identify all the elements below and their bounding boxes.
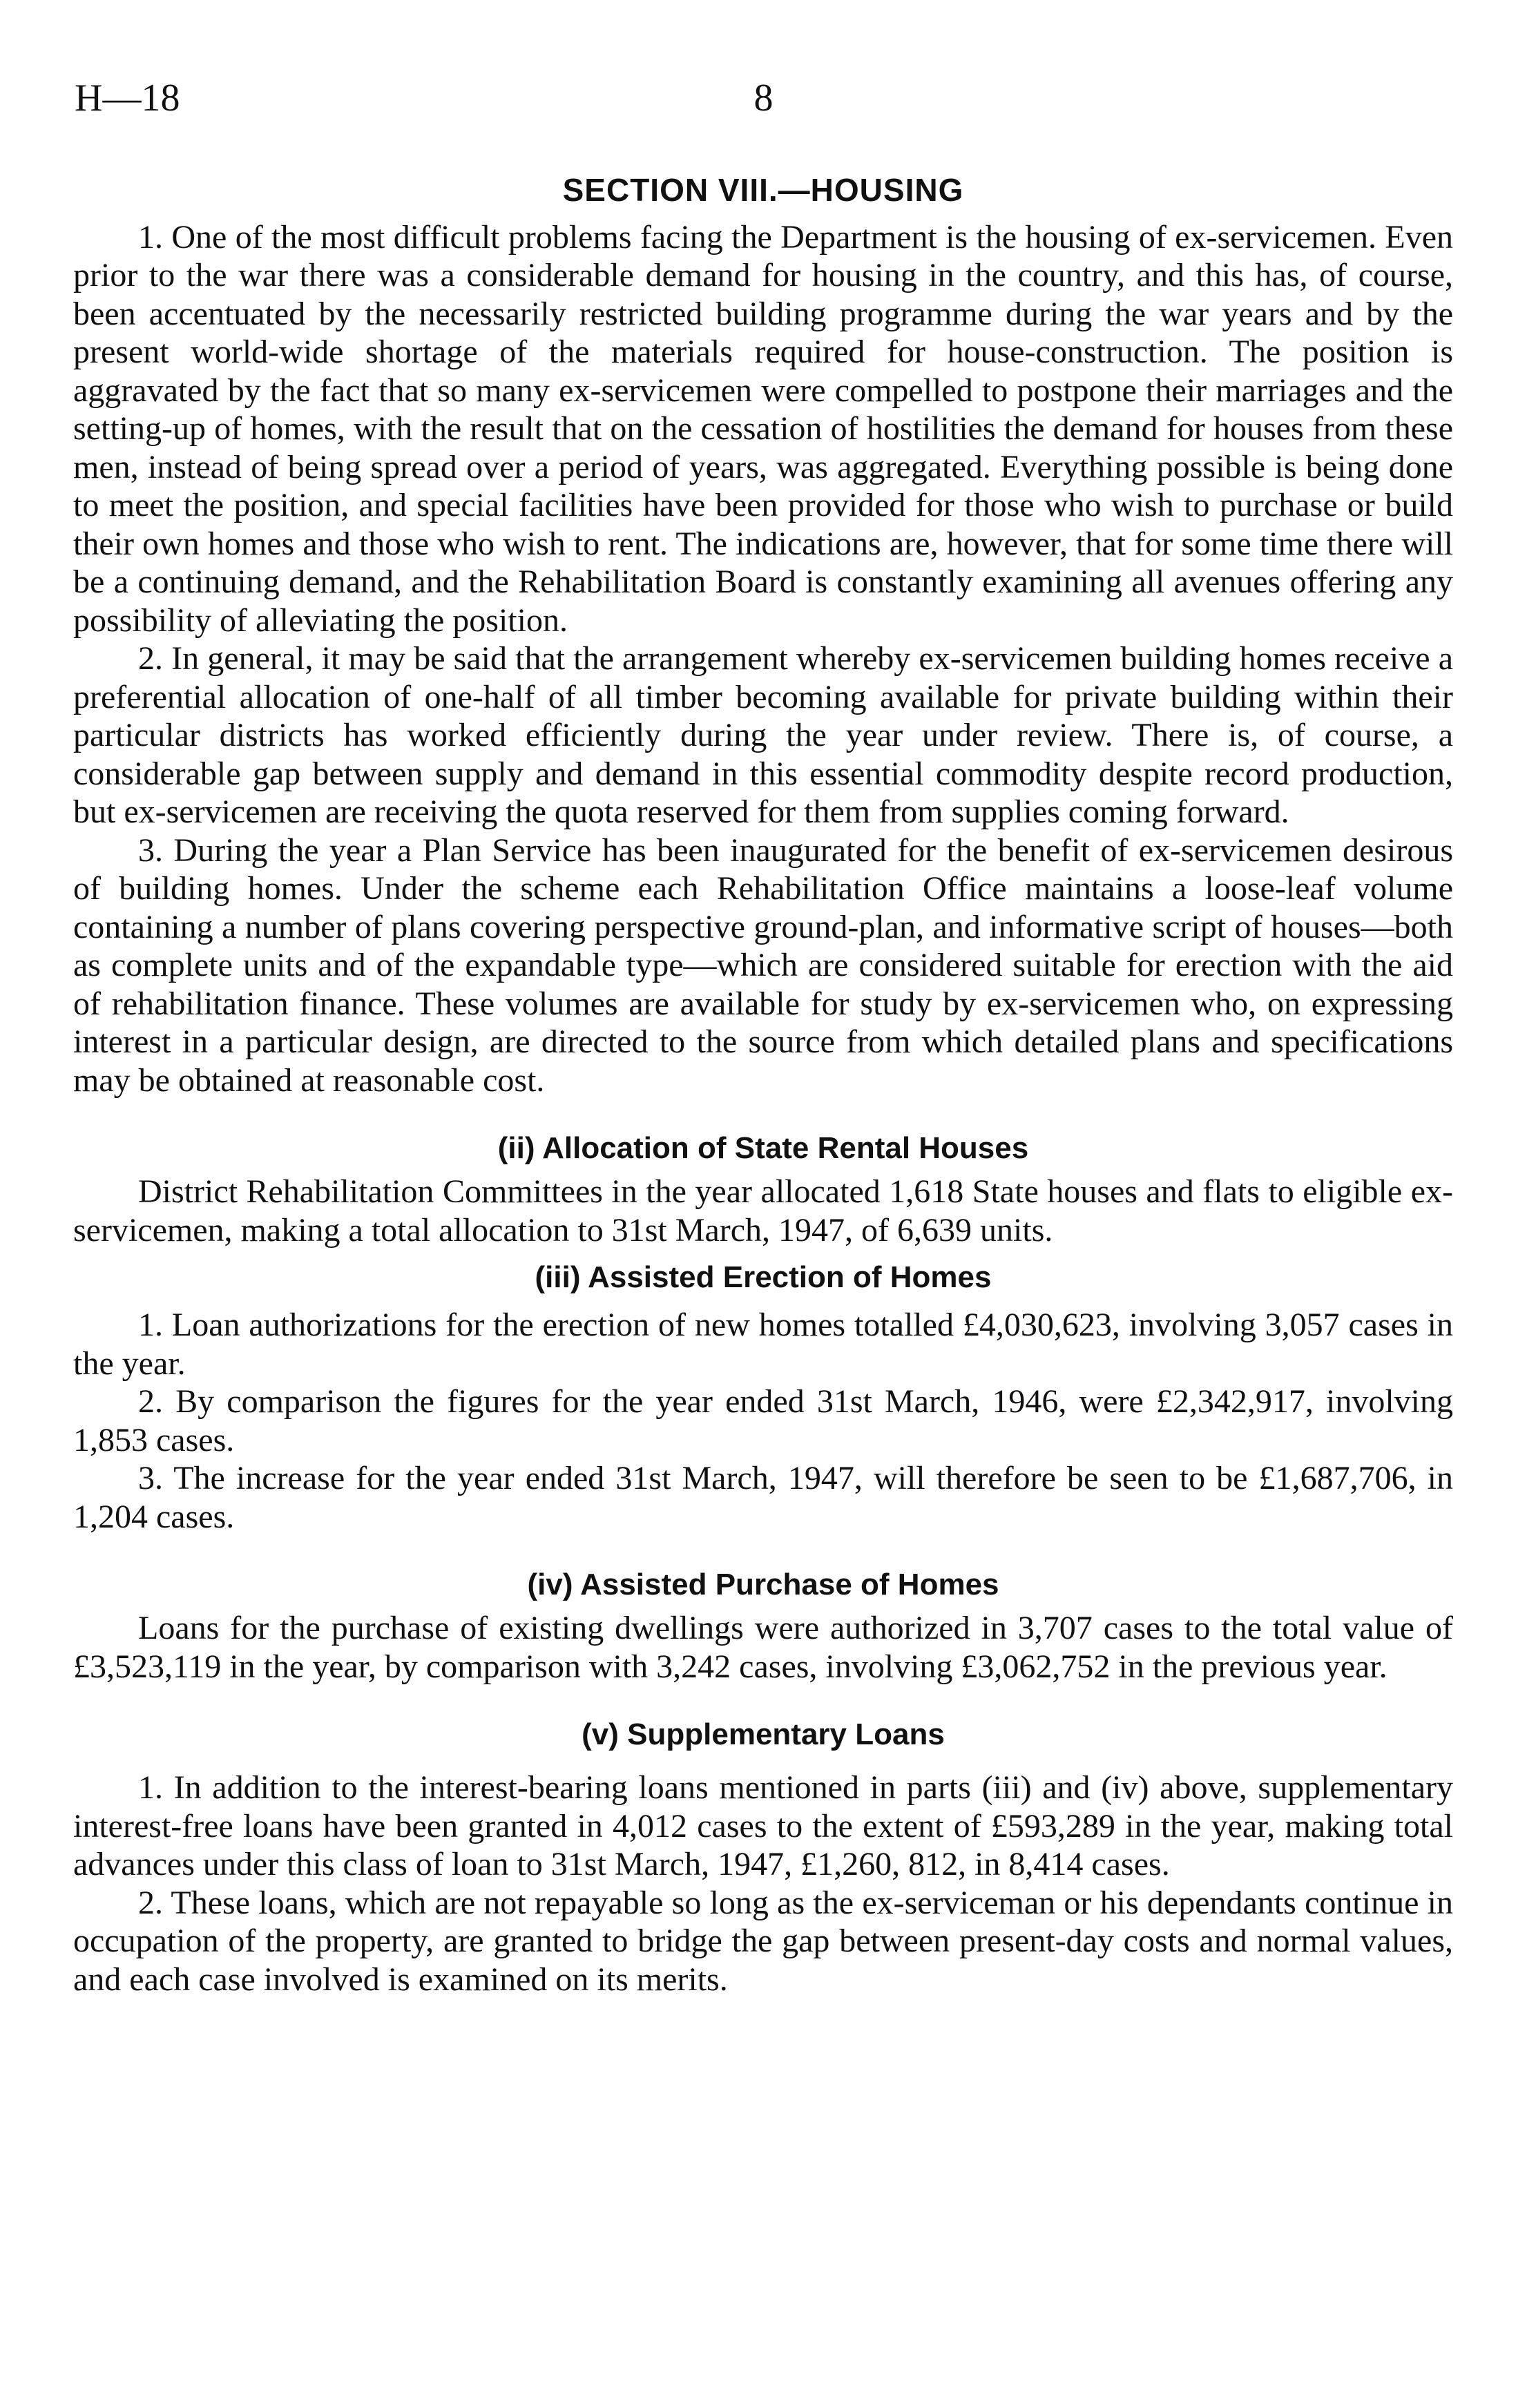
subsection-paragraph: 2. These loans, which are not repayable so long as the ex-serviceman or his dependants continue in occupation of the property, are granted to bridge the gap between present-day costs and normal values, and each case involved is examined on its merits. [73,1884,1453,1998]
subsection-supplementary-loans [73,1711,1453,1998]
subsection-heading: (iv) Assisted Purchase of Homes [527,1568,999,1601]
housing-paragraph-1: 1. One of the most difficult problems facing the Department is the housing of ex-servicemen. Even prior to the war there was a considerable demand for housing in the country, and this has, of course, been accentuated by the necessarily restricted building programme during the war years and by the present world-wide shortage of the materials required for house-construction. The position is aggravated by the fact that so many ex-servicemen were compelled to postpone their marriages and the setting-up of homes, with the result that on the cessation of hostilities the demand for houses from these men, instead of being spread over a period of years, was aggregated. Everything possible is being done to meet the position, and special facilities have been provided for those who wish to purchase or build their own homes and those who wish to rent. The indications are, however, that for some time there will be a continuing demand, and the Rehabilitation Board is constantly examining all avenues offering any possibility of alleviating the position. [73,218,1453,639]
subsection-paragraph: Loans for the purchase of existing dwellings were authorized in 3,707 cases to the total value of £3,523,119 in the year, by comparison with 3,242 cases, involving £3,062,752 in the previous year. [73,1610,1453,1685]
subsection-heading: (ii) Allocation of State Rental Houses [497,1131,1029,1165]
subsection-state-rental-houses [73,1124,1453,1249]
subsection-heading: (iii) Assisted Erection of Homes [535,1260,992,1294]
subsection-heading: (v) Supplementary Loans [582,1717,945,1751]
housing-paragraph-3: 3. During the year a Plan Service has been inaugurated for the benefit of ex-servicemen desirous of building homes. Under the scheme each Rehabilitation Office maintains a loose-leaf volume containing a number of plans covering perspective ground-plan, and informative script of houses—both as complete units and of the expandable type—which are considered suitable for erection with the aid of rehabilitation finance. These volumes are available for study by ex-servicemen who, on expressing interest in a particular design, are directed to the source from which detailed plans and specifications may be obtained at reasonable cost. [73,831,1453,1099]
housing-paragraph-2: 2. In general, it may be said that the arrangement whereby ex-servicemen building homes receive a preferential allocation of one-half of all timber becoming available for private building within their particular districts has worked efficiently during the year under review. There is, of course, a considerable gap between supply and demand in this essential commodity despite record production, but ex-servicemen are receiving the quota reserved for them from supplies coming forward. [73,640,1453,830]
subsection-assisted-purchase [73,1561,1453,1686]
page-number: 8 [753,77,774,119]
page-body [73,171,1453,1998]
section-title: SECTION VIII.—HOUSING [562,172,964,208]
subsection-paragraph: 1. In addition to the interest-bearing loans mentioned in parts (iii) and (iv) above, supplementary interest-free loans have been granted in 4,012 cases to the extent of £593,289 in the year, making total advances under this class of loan to 31st March, 1947, £1,260, 812, in 8,414 cases. [73,1769,1453,1882]
page-header [75,76,1452,131]
subsection-paragraph: 1. Loan authorizations for the erection of new homes totalled £4,030,623, involving 3,057 cases in the year. [73,1307,1453,1382]
subsection-assisted-erection [73,1253,1453,1536]
document-reference: H—18 [75,77,180,119]
subsection-paragraph: 2. By comparison the figures for the year ended 31st March, 1946, were £2,342,917, involving 1,853 cases. [73,1383,1453,1458]
subsection-paragraph: District Rehabilitation Committees in the year allocated 1,618 State houses and flats to eligible ex-servicemen, making a total allocation to 31st March, 1947, of 6,639 units. [73,1173,1453,1249]
subsection-paragraph: 3. The increase for the year ended 31st March, 1947, will therefore be seen to be £1,687,706, in 1,204 cases. [73,1460,1453,1535]
